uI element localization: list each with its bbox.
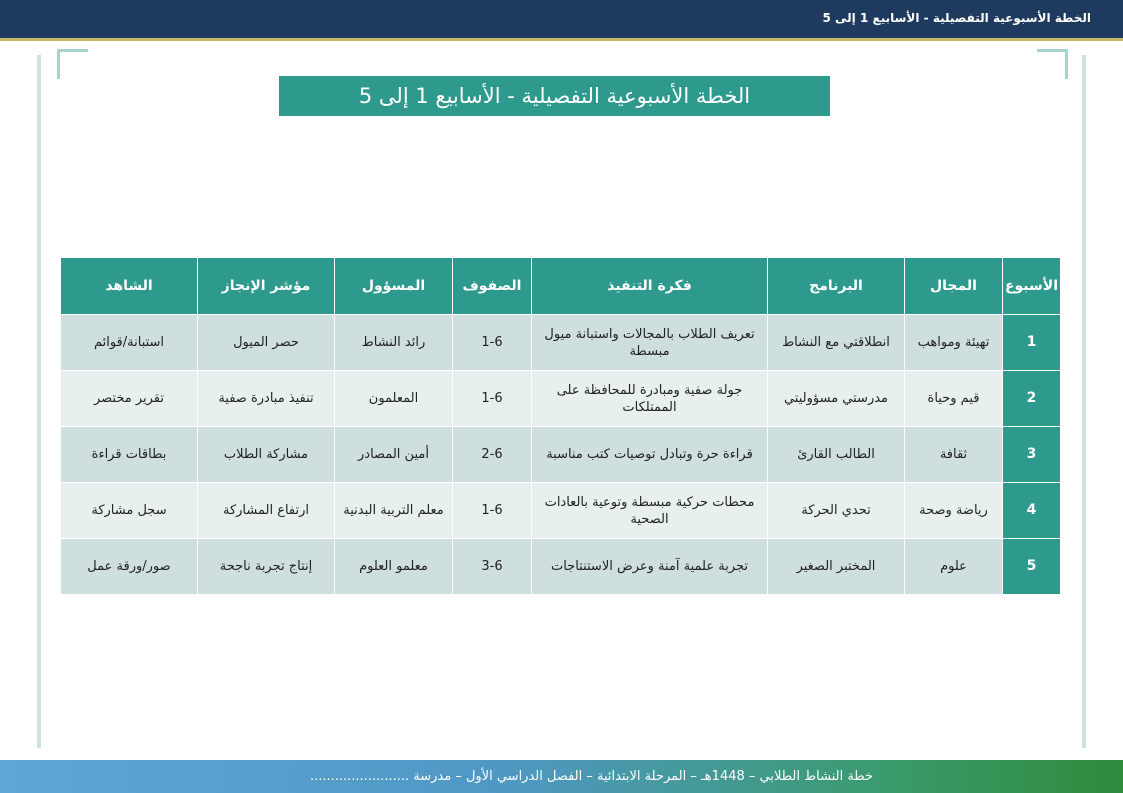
cell-program: انطلاقتي مع النشاط — [768, 315, 905, 371]
cell-domain: ثقافة — [905, 427, 1003, 483]
weekly-plan-table — [60, 257, 1061, 595]
table-row — [61, 539, 1061, 595]
column-header-domain: المجال — [905, 258, 1003, 315]
footer-bar — [0, 760, 1123, 793]
cell-domain: رياضة وصحة — [905, 483, 1003, 539]
left-border-line — [37, 55, 41, 748]
column-header-week: الأسبوع — [1003, 258, 1061, 315]
cell-grades: 1-6 — [453, 371, 532, 427]
header-title: الخطة الأسبوعية التفصيلية - الأسابيع 1 إلى 5 — [822, 11, 1091, 25]
right-border-line — [1082, 55, 1086, 748]
column-header-evidence: الشاهد — [61, 258, 198, 315]
cell-week: 5 — [1003, 539, 1061, 595]
cell-responsible: المعلمون — [335, 371, 453, 427]
header-accent-line — [0, 38, 1123, 41]
cell-responsible: معلمو العلوم — [335, 539, 453, 595]
cell-program: مدرستي مسؤوليتي — [768, 371, 905, 427]
cell-responsible: أمين المصادر — [335, 427, 453, 483]
cell-idea: محطات حركية مبسطة وتوعية بالعادات الصحية — [532, 483, 768, 539]
column-header-grades: الصفوف — [453, 258, 532, 315]
cell-week: 3 — [1003, 427, 1061, 483]
cell-grades: 1-6 — [453, 483, 532, 539]
column-header-indicator: مؤشر الإنجاز — [198, 258, 335, 315]
cell-indicator: إنتاج تجربة ناجحة — [198, 539, 335, 595]
cell-week: 1 — [1003, 315, 1061, 371]
corner-bracket-left — [57, 49, 88, 79]
cell-idea: جولة صفية ومبادرة للمحافظة على الممتلكات — [532, 371, 768, 427]
cell-program: تحدي الحركة — [768, 483, 905, 539]
cell-grades: 3-6 — [453, 539, 532, 595]
cell-grades: 2-6 — [453, 427, 532, 483]
cell-week: 4 — [1003, 483, 1061, 539]
column-header-idea: فكرة التنفيذ — [532, 258, 768, 315]
footer-text: خطة النشاط الطلابي – 1448هـ – المرحلة الابتدائية – الفصل الدراسي الأول – مدرسة ........................ — [309, 769, 873, 784]
cell-week: 2 — [1003, 371, 1061, 427]
cell-indicator: ارتفاع المشاركة — [198, 483, 335, 539]
cell-responsible: رائد النشاط — [335, 315, 453, 371]
table-header-row — [61, 258, 1061, 315]
cell-domain: تهيئة ومواهب — [905, 315, 1003, 371]
cell-indicator: حصر الميول — [198, 315, 335, 371]
column-header-program: البرنامج — [768, 258, 905, 315]
column-header-responsible: المسؤول — [335, 258, 453, 315]
cell-program: المختبر الصغير — [768, 539, 905, 595]
cell-responsible: معلم التربية البدنية — [335, 483, 453, 539]
cell-evidence: تقرير مختصر — [61, 371, 198, 427]
top-banner — [0, 0, 1123, 38]
table-row — [61, 427, 1061, 483]
corner-bracket-right — [1037, 49, 1068, 79]
cell-indicator: تنفيذ مبادرة صفية — [198, 371, 335, 427]
cell-evidence: استبانة/قوائم — [61, 315, 198, 371]
page-title: الخطة الأسبوعية التفصيلية - الأسابيع 1 إلى 5 — [279, 76, 830, 116]
cell-evidence: بطاقات قراءة — [61, 427, 198, 483]
cell-domain: قيم وحياة — [905, 371, 1003, 427]
cell-program: الطالب القارئ — [768, 427, 905, 483]
table-row — [61, 483, 1061, 539]
cell-grades: 1-6 — [453, 315, 532, 371]
cell-domain: علوم — [905, 539, 1003, 595]
cell-indicator: مشاركة الطلاب — [198, 427, 335, 483]
table-row — [61, 371, 1061, 427]
cell-evidence: سجل مشاركة — [61, 483, 198, 539]
table-row — [61, 315, 1061, 371]
cell-idea: تجربة علمية آمنة وعرض الاستنتاجات — [532, 539, 768, 595]
cell-evidence: صور/ورقة عمل — [61, 539, 198, 595]
cell-idea: تعريف الطلاب بالمجالات واستبانة ميول مبسطة — [532, 315, 768, 371]
cell-idea: قراءة حرة وتبادل توصيات كتب مناسبة — [532, 427, 768, 483]
